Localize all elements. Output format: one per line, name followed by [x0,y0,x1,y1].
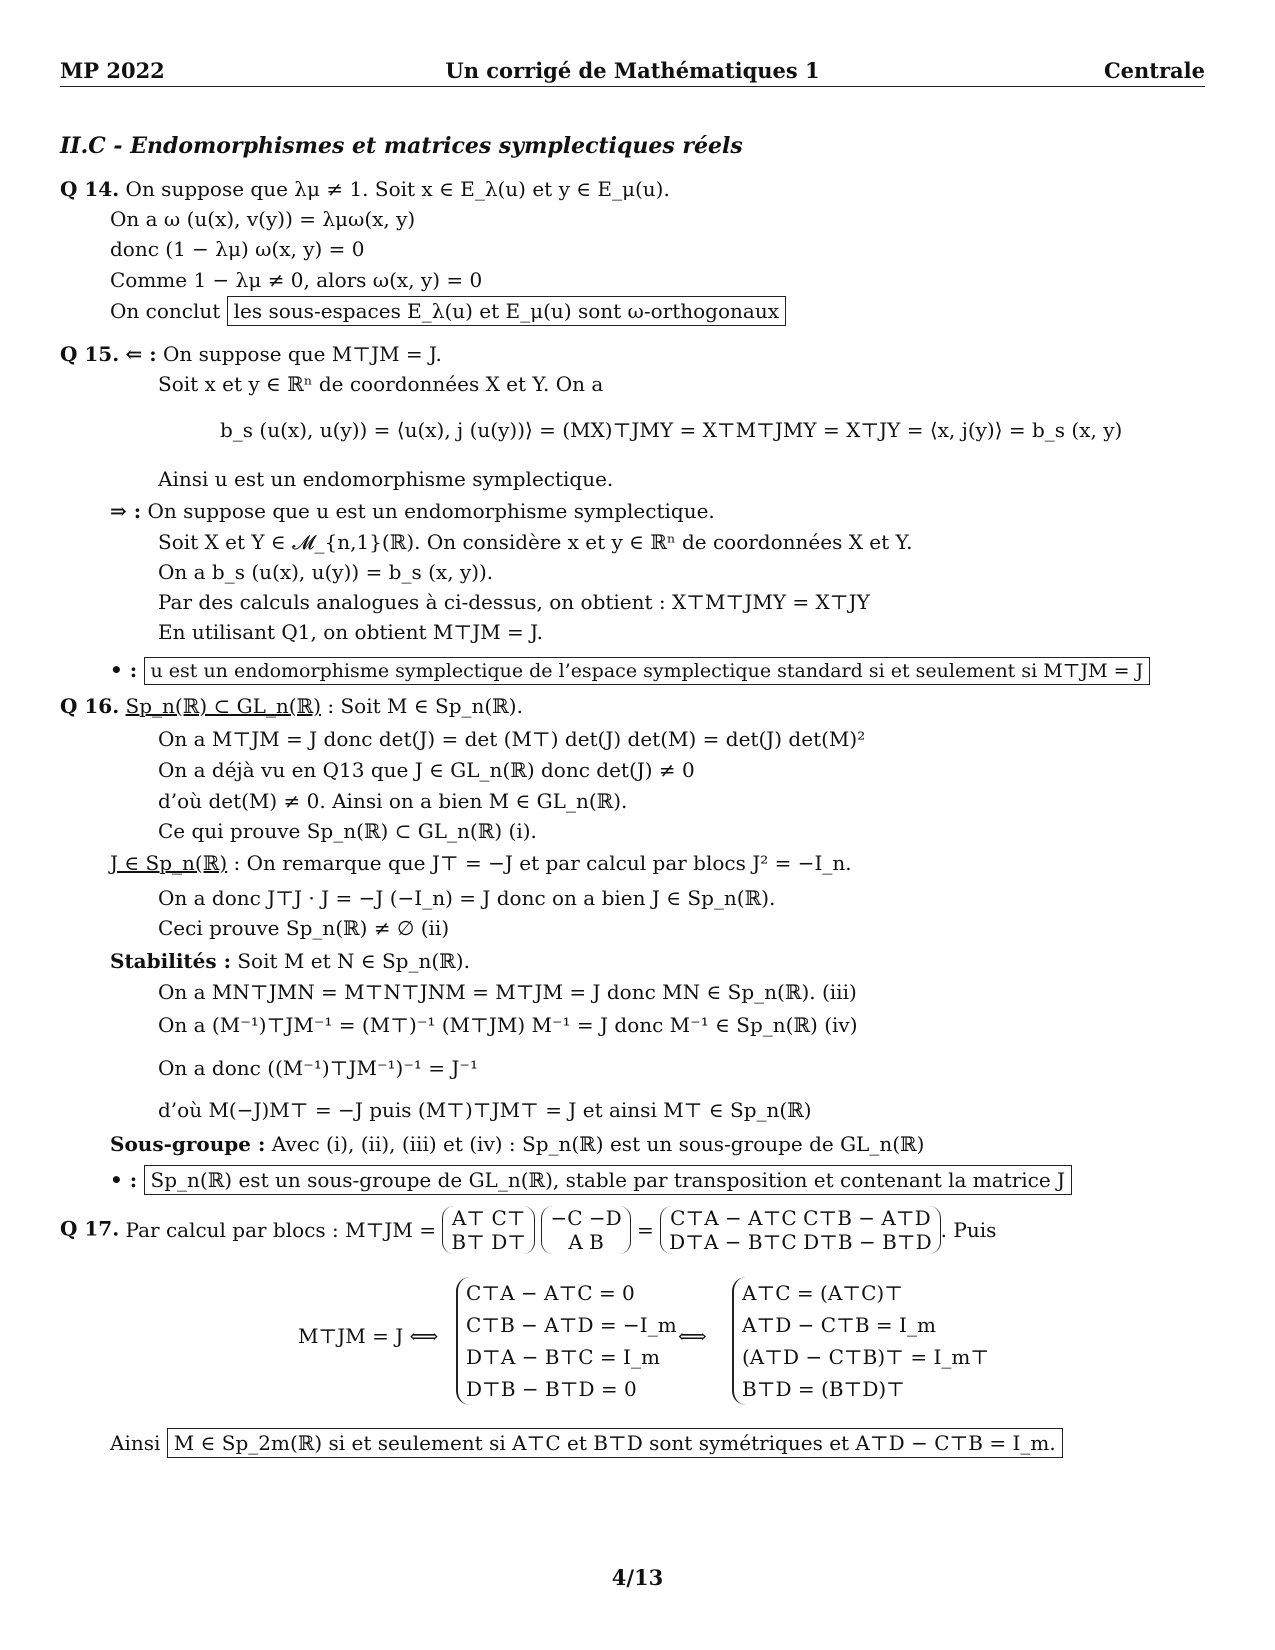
q17-system-2-brace [732,1277,989,1405]
q17-matrix-3 [660,1206,940,1254]
q17-equals: = [637,1218,654,1242]
q15-text-1: On suppose que M⊤JM = J. [163,342,442,366]
q15-label: Q 15. [60,342,120,366]
q15-bullet: • : [110,658,138,682]
q17-boxed-result: M ∈ Sp_2m(ℝ) si et seulement si A⊤C et B⊤D sont symétriques et A⊤D − C⊤B = I_m. [167,1428,1063,1458]
q16-line-8: Ceci prouve Sp_n(ℝ) ≠ ∅ (ii) [158,916,450,940]
q14-line-4: Comme 1 − λμ ≠ 0, alors ω(x, y) = 0 [110,268,483,292]
q17-matrix-3-row-1: C⊤A − A⊤C C⊤B − A⊤D [670,1206,931,1230]
q16-heading-2-post: : On remarque que J⊤ = −J et par calcul par blocs J² = −I_n. [233,851,852,875]
header-right: Centrale [1103,58,1205,83]
q16-bullet-line [110,1167,1072,1193]
q14-label: Q 14. [60,177,120,201]
q17-lhs: M⊤JM = J ⟺ [298,1324,439,1348]
q16-line-12: On a donc ((M⁻¹)⊤JM⁻¹)⁻¹ = J⁻¹ [158,1056,478,1080]
q17-matrix-2-row-1: −C −D [550,1206,622,1230]
q16-line-11: On a (M⁻¹)⊤JM⁻¹ = (M⊤)⁻¹ (M⊤JM) M⁻¹ = J donc M⁻¹ ∈ Sp_n(ℝ) (iv) [158,1013,858,1037]
q16-sous-groupe-text: Avec (i), (ii), (iii) et (iv) : Sp_n(ℝ) est un sous-groupe de GL_n(ℝ) [271,1132,925,1156]
q17-sys1-eq-4: D⊤B − B⊤D = 0 [466,1377,637,1401]
q16-line-5: Ce qui prouve Sp_n(ℝ) ⊂ GL_n(ℝ) (i). [158,819,537,843]
q17-text-post: . Puis [940,1218,997,1242]
q16-bullet: • : [110,1168,138,1192]
q17-label: Q 17. [60,1216,120,1241]
q14-line-5 [110,298,786,324]
q15-arrow-right: ⇒ : [110,499,142,523]
q16-line-13: d’où M(−J)M⊤ = −J puis (M⊤)⊤JM⊤ = J et ainsi M⊤ ∈ Sp_n(ℝ) [158,1098,812,1122]
q15-text-4: On suppose que u est un endomorphisme symplectique. [147,499,715,523]
q17-conclusion-line [110,1430,1063,1456]
q17-system-2 [732,1277,989,1405]
q16-line-10: On a MN⊤JMN = M⊤N⊤JNM = M⊤JM = J donc MN ∈ Sp_n(ℝ). (iii) [158,980,857,1004]
q17-line-1 [60,1206,996,1254]
page-number: 4/13 [611,1565,664,1590]
q14-boxed-result: les sous-espaces E_λ(u) et E_μ(u) sont ω-orthogonaux [227,296,786,326]
q17-conclusion-prefix: Ainsi [110,1431,161,1455]
q17-sys1-eq-3: D⊤A − B⊤C = I_m [466,1345,660,1369]
q17-matrix-1-row-2: B⊤ D⊤ [451,1230,527,1254]
q15-line-2: Soit x et y ∈ ℝⁿ de coordonnées X et Y. On a [158,372,604,396]
q16-heading-2: J ∈ Sp_n(ℝ) [110,851,228,875]
q17-text-pre: Par calcul par blocs : M⊤JM = [125,1218,437,1242]
q17-sys2-eq-4: B⊤D = (B⊤D)⊤ [742,1377,905,1401]
q17-sys2-eq-3: (A⊤D − C⊤B)⊤ = I_m⊤ [742,1345,990,1369]
q14-line-1 [60,176,670,202]
q16-heading-1: Sp_n(ℝ) ⊂ GL_n(ℝ) [125,694,321,718]
q17-sys1-eq-1: C⊤A − A⊤C = 0 [466,1281,635,1305]
q16-line-7: On a donc J⊤J · J = −J (−I_n) = J donc on a bien J ∈ Sp_n(ℝ). [158,886,776,910]
q17-matrix-2-row-2: A B [568,1230,604,1254]
q16-stabilites-text: Soit M et N ∈ Sp_n(ℝ). [237,949,470,973]
q15-line-6: On a b_s (u(x), u(y)) = b_s (x, y)). [158,560,494,584]
q17-matrix-1 [442,1206,535,1254]
q17-sys2-eq-2: A⊤D − C⊤B = I_m [742,1313,936,1337]
q17-iff: ⟺ [678,1324,707,1348]
q17-sys2-eq-1: A⊤C = (A⊤C)⊤ [742,1281,903,1305]
q16-line-2: On a M⊤JM = J donc det(J) = det (M⊤) det(J) det(M) = det(J) det(M)² [158,727,866,751]
q16-line-1 [60,693,523,719]
q17-system-1 [456,1277,677,1405]
q16-line-9 [110,948,470,974]
q15-line-1 [60,341,442,367]
q15-line-7: Par des calculs analogues à ci-dessus, on obtient : X⊤M⊤JMY = X⊤JY [158,590,870,614]
q16-heading-1-post: : Soit M ∈ Sp_n(ℝ). [327,694,523,718]
header-left: MP 2022 [60,58,165,83]
q15-equation: b_s (u(x), u(y)) = ⟨u(x), j (u(y))⟩ = (MX)⊤JMY = X⊤M⊤JMY = X⊤JY = ⟨x, j(y)⟩ = b_s (x, y) [220,418,1123,442]
q15-line-4 [110,498,715,524]
q15-line-5: Soit X et Y ∈ 𝓜_{n,1}(ℝ). On considère x et y ∈ ℝⁿ de coordonnées X et Y. [158,530,913,554]
q14-text-1: On suppose que λμ ≠ 1. Soit x ∈ E_λ(u) et y ∈ E_μ(u). [125,177,670,201]
q17-matrix-2 [541,1206,630,1254]
q16-boxed-result: Sp_n(ℝ) est un sous-groupe de GL_n(ℝ), stable par transposition et contenant la matrice J [144,1165,1073,1195]
q16-sous-groupe-label: Sous-groupe : [110,1132,266,1156]
q16-stabilites-label: Stabilités : [110,949,231,973]
q15-arrow-left: ⇐ : [125,342,157,366]
q15-line-3: Ainsi u est un endomorphisme symplectique. [158,467,614,491]
q15-boxed-result: u est un endomorphisme symplectique de l’espace symplectique standard si et seulement si M⊤JM = J [144,657,1151,685]
q15-bullet-line [110,657,1150,684]
q17-system-1-brace [456,1277,677,1405]
section-title: II.C - Endomorphismes et matrices symplectiques réels [60,133,743,159]
q16-line-14 [110,1131,924,1157]
q16-line-4: d’où det(M) ≠ 0. Ainsi on a bien M ∈ GL_n(ℝ). [158,789,628,813]
q14-line-2: On a ω (u(x), v(y)) = λμω(x, y) [110,207,416,231]
header-center: Un corrigé de Mathématiques 1 [445,58,820,83]
q14-conclusion-prefix: On conclut [110,299,221,323]
q17-sys1-eq-2: C⊤B − A⊤D = −I_m [466,1313,677,1337]
q14-line-3: donc (1 − λμ) ω(x, y) = 0 [110,237,365,261]
page-header [60,56,1205,87]
q16-label: Q 16. [60,694,120,718]
q16-line-6 [110,850,852,876]
q17-matrix-1-row-1: A⊤ C⊤ [451,1206,526,1230]
q17-matrix-3-row-2: D⊤A − B⊤C D⊤B − B⊤D [669,1230,932,1254]
q16-line-3: On a déjà vu en Q13 que J ∈ GL_n(ℝ) donc det(J) ≠ 0 [158,758,695,782]
q15-line-8: En utilisant Q1, on obtient M⊤JM = J. [158,620,543,644]
